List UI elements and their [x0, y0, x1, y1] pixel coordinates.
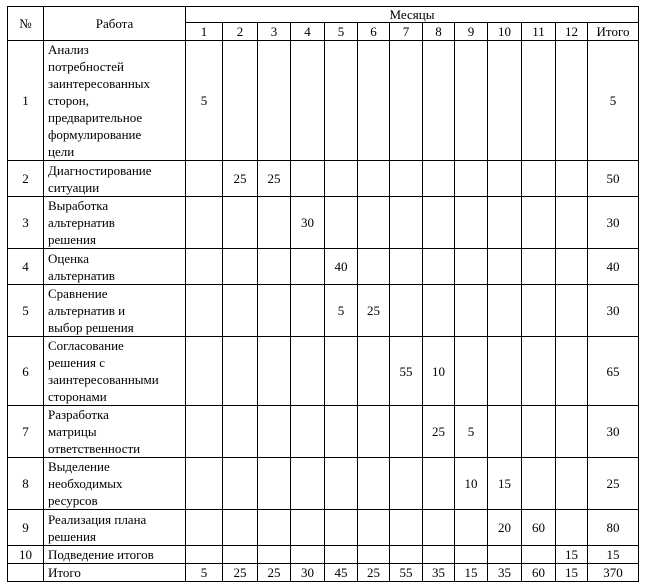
table-row [8, 41, 639, 161]
work-name-line: заинтересованными [48, 372, 159, 387]
work-name-line: заинтересованных [48, 76, 151, 91]
month-value [258, 510, 291, 546]
row-number: 2 [8, 161, 44, 197]
footer-row [8, 564, 639, 582]
month-value [390, 249, 423, 285]
header-month-9: 9 [455, 23, 488, 41]
month-value [390, 510, 423, 546]
footer-label: Итого [44, 564, 186, 582]
work-name [44, 161, 186, 197]
month-value [556, 510, 588, 546]
month-value [455, 546, 488, 564]
month-value [488, 249, 522, 285]
month-value: 10 [423, 337, 455, 406]
row-total: 80 [588, 510, 639, 546]
work-name-line: сторон, [48, 93, 89, 108]
month-value [223, 197, 258, 249]
footer-month-total: 60 [522, 564, 556, 582]
month-value [186, 510, 223, 546]
month-value [522, 41, 556, 161]
work-name-line: Выработка [48, 198, 109, 213]
month-value [258, 546, 291, 564]
month-value [291, 249, 325, 285]
row-number: 10 [8, 546, 44, 564]
month-value [522, 406, 556, 458]
month-value [358, 337, 390, 406]
month-value [258, 285, 291, 337]
month-value: 30 [291, 197, 325, 249]
month-value [455, 510, 488, 546]
month-value [390, 406, 423, 458]
month-value [522, 161, 556, 197]
table-row [8, 458, 639, 510]
month-value [358, 546, 390, 564]
header-month-3: 3 [258, 23, 291, 41]
table-row [8, 249, 639, 285]
month-value: 15 [488, 458, 522, 510]
header-month-2: 2 [223, 23, 258, 41]
work-name-line: альтернатив и [48, 303, 126, 318]
month-value [358, 41, 390, 161]
header-months: Месяцы [186, 7, 639, 23]
work-name [44, 41, 186, 161]
work-name-line: необходимых [48, 476, 123, 491]
work-name-line: ресурсов [48, 493, 98, 508]
work-name-line: Выделение [48, 459, 110, 474]
table-row [8, 337, 639, 406]
header-month-4: 4 [291, 23, 325, 41]
work-name-line: ситуации [48, 179, 100, 195]
work-name [44, 406, 186, 458]
work-name-line: Реализация плана [48, 511, 147, 527]
row-number: 6 [8, 337, 44, 406]
month-value [556, 249, 588, 285]
month-value [223, 285, 258, 337]
month-value [556, 406, 588, 458]
work-name [44, 197, 186, 249]
month-value: 25 [358, 285, 390, 337]
month-value [556, 41, 588, 161]
table-row [8, 510, 639, 546]
work-name-line: матрицы [48, 424, 97, 439]
month-value [556, 161, 588, 197]
work-name [44, 337, 186, 406]
work-name-line: формулирование [48, 127, 142, 142]
month-value [325, 458, 358, 510]
work-name [44, 458, 186, 510]
header-month-5: 5 [325, 23, 358, 41]
row-number: 4 [8, 249, 44, 285]
month-value [488, 406, 522, 458]
row-number: 5 [8, 285, 44, 337]
row-total: 30 [588, 285, 639, 337]
month-value [488, 197, 522, 249]
month-value [223, 510, 258, 546]
month-value [223, 406, 258, 458]
row-total: 15 [588, 546, 639, 564]
month-value: 20 [488, 510, 522, 546]
month-value [325, 161, 358, 197]
row-number: 8 [8, 458, 44, 510]
header-month-1: 1 [186, 23, 223, 41]
month-value: 60 [522, 510, 556, 546]
month-value [291, 406, 325, 458]
row-total: 65 [588, 337, 639, 406]
footer-month-total: 45 [325, 564, 358, 582]
month-value [358, 510, 390, 546]
month-value [522, 197, 556, 249]
work-name [44, 249, 186, 285]
month-value [390, 458, 423, 510]
work-name-line: потребностей [48, 59, 124, 74]
month-value [325, 546, 358, 564]
table-row [8, 285, 639, 337]
row-number: 9 [8, 510, 44, 546]
row-total: 25 [588, 458, 639, 510]
month-value [186, 197, 223, 249]
month-value [325, 406, 358, 458]
month-value [522, 249, 556, 285]
header-work: Работа [44, 7, 186, 41]
month-value [223, 458, 258, 510]
month-value [390, 161, 423, 197]
month-value [258, 197, 291, 249]
footer-month-total: 5 [186, 564, 223, 582]
month-value [556, 337, 588, 406]
work-name-line: Анализ [48, 42, 89, 57]
row-number: 3 [8, 197, 44, 249]
month-value [455, 161, 488, 197]
month-value [325, 510, 358, 546]
work-name-line: решения [48, 528, 96, 544]
month-value [488, 41, 522, 161]
month-value [325, 197, 358, 249]
month-value [522, 458, 556, 510]
footer-month-total: 15 [556, 564, 588, 582]
work-plan-table [7, 6, 639, 582]
month-value [291, 337, 325, 406]
header-month-8: 8 [423, 23, 455, 41]
footer-month-total: 55 [390, 564, 423, 582]
work-name-line: Согласование [48, 338, 124, 353]
month-value [556, 458, 588, 510]
header-total: Итого [588, 23, 639, 41]
footer-month-total: 30 [291, 564, 325, 582]
row-total: 40 [588, 249, 639, 285]
month-value [455, 249, 488, 285]
month-value: 5 [186, 41, 223, 161]
work-name-line: ответственности [48, 441, 141, 456]
month-value: 5 [325, 285, 358, 337]
month-value [358, 161, 390, 197]
month-value [522, 546, 556, 564]
footer-month-total: 25 [358, 564, 390, 582]
row-total: 50 [588, 161, 639, 197]
month-value [186, 458, 223, 510]
work-name-line: цели [48, 144, 75, 159]
month-value [186, 406, 223, 458]
table-row [8, 197, 639, 249]
month-value [358, 197, 390, 249]
month-value [488, 161, 522, 197]
month-value: 5 [455, 406, 488, 458]
month-value: 40 [325, 249, 358, 285]
footer-month-total: 35 [423, 564, 455, 582]
month-value [455, 337, 488, 406]
work-name-line: Оценка [48, 250, 89, 266]
month-value [390, 285, 423, 337]
month-value [522, 337, 556, 406]
month-value: 15 [556, 546, 588, 564]
month-value [223, 337, 258, 406]
month-value [556, 197, 588, 249]
work-name-line: выбор решения [48, 320, 134, 335]
month-value [423, 197, 455, 249]
work-name-line: Разработка [48, 407, 109, 422]
month-value [325, 41, 358, 161]
month-value: 25 [258, 161, 291, 197]
month-value [390, 197, 423, 249]
month-value [358, 458, 390, 510]
header-month-11: 11 [522, 23, 556, 41]
month-value [488, 337, 522, 406]
month-value [325, 337, 358, 406]
month-value [258, 337, 291, 406]
month-value [423, 249, 455, 285]
month-value [522, 285, 556, 337]
month-value [423, 285, 455, 337]
month-value [258, 458, 291, 510]
month-value [488, 546, 522, 564]
header-month-7: 7 [390, 23, 423, 41]
table-row [8, 406, 639, 458]
footer-month-total: 25 [258, 564, 291, 582]
header-num: № [8, 7, 44, 41]
work-name-line: Сравнение [48, 286, 108, 301]
header-month-6: 6 [358, 23, 390, 41]
month-value [291, 285, 325, 337]
table-body [8, 41, 639, 582]
month-value: 25 [223, 161, 258, 197]
month-value [423, 458, 455, 510]
work-name-line: решения [48, 232, 96, 247]
work-name-line: альтернатив [48, 267, 115, 283]
work-name-line: предварительное [48, 110, 143, 125]
work-name-line: решения с [48, 355, 105, 370]
month-value [291, 510, 325, 546]
month-value [488, 285, 522, 337]
work-name-line: Диагностирование [48, 162, 152, 178]
month-value [186, 161, 223, 197]
month-value [423, 510, 455, 546]
month-value [455, 41, 488, 161]
month-value [291, 458, 325, 510]
work-name-line: сторонами [48, 389, 107, 404]
month-value [556, 285, 588, 337]
month-value [390, 41, 423, 161]
month-value [423, 41, 455, 161]
footer-empty [8, 564, 44, 582]
header-row-top [8, 7, 639, 23]
row-number: 1 [8, 41, 44, 161]
work-name [44, 510, 186, 546]
month-value [455, 285, 488, 337]
month-value [390, 546, 423, 564]
work-name [44, 546, 186, 564]
month-value [186, 249, 223, 285]
work-name-line: альтернатив [48, 215, 115, 230]
table-row [8, 161, 639, 197]
work-name-line: Подведение итогов [48, 547, 154, 562]
footer-month-total: 15 [455, 564, 488, 582]
month-value [455, 197, 488, 249]
month-value [258, 406, 291, 458]
footer-month-total: 35 [488, 564, 522, 582]
month-value [291, 41, 325, 161]
month-value [358, 249, 390, 285]
month-value [258, 41, 291, 161]
month-value [423, 161, 455, 197]
header-month-12: 12 [556, 23, 588, 41]
row-total: 30 [588, 406, 639, 458]
month-value [291, 161, 325, 197]
row-total: 30 [588, 197, 639, 249]
header-month-10: 10 [488, 23, 522, 41]
month-value [358, 406, 390, 458]
month-value: 55 [390, 337, 423, 406]
month-value: 25 [423, 406, 455, 458]
footer-month-total: 25 [223, 564, 258, 582]
month-value [186, 546, 223, 564]
work-name [44, 285, 186, 337]
month-value [186, 337, 223, 406]
table-row [8, 546, 639, 564]
row-total: 5 [588, 41, 639, 161]
month-value [223, 249, 258, 285]
month-value [223, 546, 258, 564]
month-value [423, 546, 455, 564]
month-value [291, 546, 325, 564]
month-value: 10 [455, 458, 488, 510]
grand-total: 370 [588, 564, 639, 582]
month-value [258, 249, 291, 285]
month-value [186, 285, 223, 337]
month-value [223, 41, 258, 161]
row-number: 7 [8, 406, 44, 458]
